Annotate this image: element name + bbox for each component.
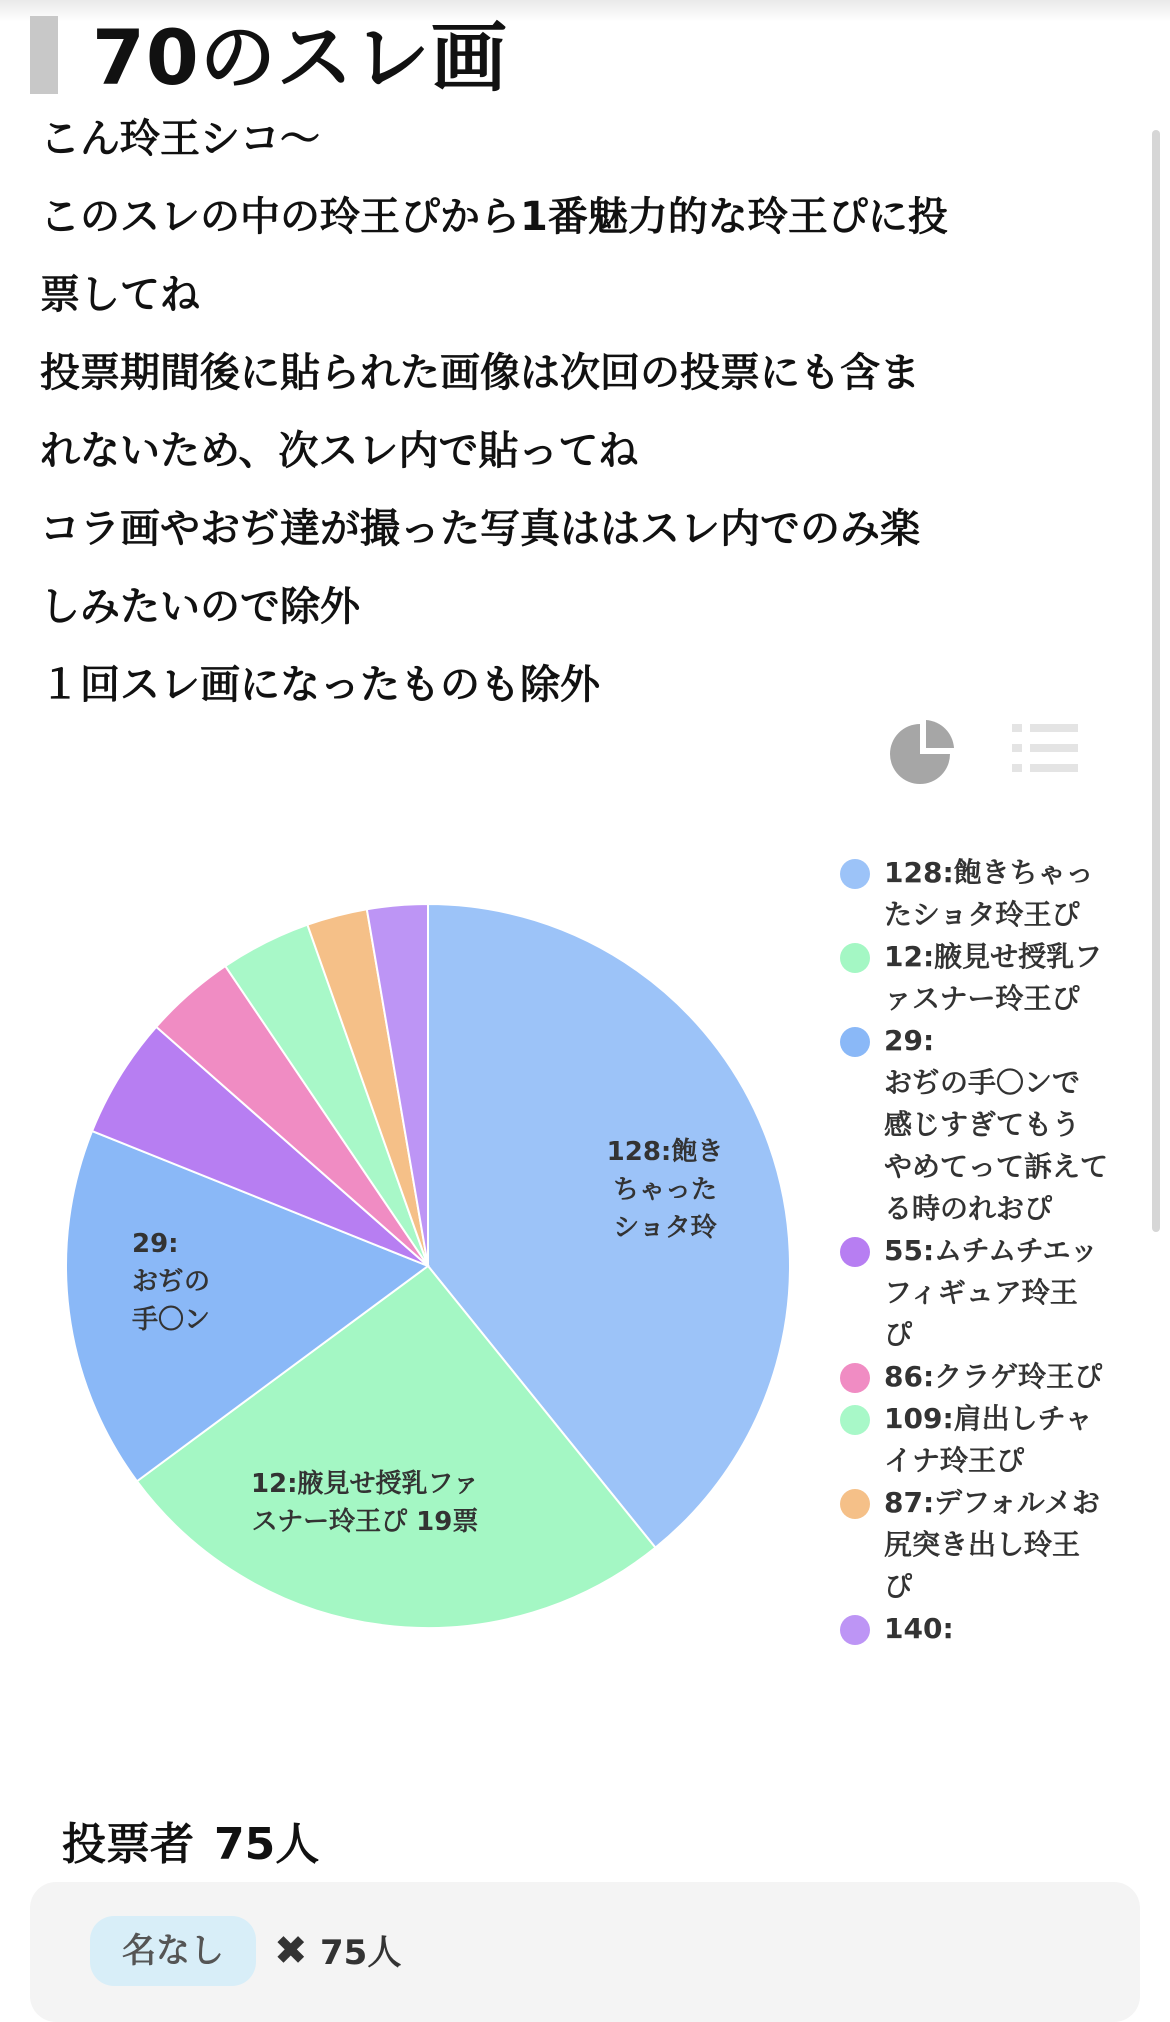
legend-swatch — [840, 1405, 870, 1435]
voter-name-tag[interactable]: 名なし — [90, 1916, 256, 1986]
voter-card — [30, 1882, 1140, 2022]
pie-view-button[interactable] — [888, 718, 958, 788]
chart-legend — [838, 852, 1138, 1650]
voters-heading — [62, 1815, 319, 1875]
legend-label-line: 55:ムチムチエッ — [884, 1234, 1098, 1267]
scrollbar[interactable] — [1152, 130, 1160, 1232]
legend-item[interactable] — [838, 936, 1138, 1020]
legend-label-line: イナ玲王ぴ — [884, 1444, 1025, 1477]
legend-label-line: 87:デフォルメお — [884, 1486, 1100, 1519]
legend-label-line: たショタ玲王ぴ — [884, 898, 1080, 931]
voters-heading-label: 投票者 — [62, 1819, 194, 1870]
list-view-button[interactable] — [1010, 718, 1080, 788]
description-line: コラ画やおぢ達が撮った写真ははスレ内でのみ楽 — [40, 506, 920, 552]
list-icon — [1010, 718, 1080, 788]
slice-label: 12:腋見せ授乳ファスナー玲王ぴ 19票 — [250, 1469, 480, 1537]
legend-swatch — [840, 1489, 870, 1519]
pie-chart-icon — [888, 718, 958, 788]
description-line: れないため、次スレ内で貼ってね — [40, 428, 639, 474]
slice-label: 29:おぢの手〇ン — [132, 1229, 211, 1335]
description-line: １回スレ画になったものも除外 — [40, 662, 600, 708]
legend-label-line: 29: — [884, 1024, 935, 1057]
legend-item[interactable] — [838, 1608, 1138, 1650]
description-line: しみたいので除外 — [40, 584, 360, 630]
legend-label-line: ァスナー玲王ぴ — [884, 982, 1080, 1015]
legend-swatch — [840, 1615, 870, 1645]
title-accent-bar — [30, 16, 58, 94]
legend-label-line: 86:クラゲ玲王ぴ — [884, 1360, 1103, 1393]
page-title: 70のスレ画 — [92, 13, 508, 102]
legend-swatch — [840, 1237, 870, 1267]
legend-label-line: フィギュア玲王 — [884, 1276, 1078, 1309]
description-line: こん玲王シコ〜 — [40, 116, 320, 162]
legend-swatch — [840, 1027, 870, 1057]
legend-item[interactable] — [838, 1230, 1138, 1356]
legend-label-line: 109:肩出しチャ — [884, 1402, 1093, 1435]
legend-label-line: 尻突き出し玲王 — [884, 1528, 1081, 1561]
legend-label-line: 感じすぎてもう — [884, 1108, 1081, 1141]
legend-item[interactable] — [838, 852, 1138, 936]
legend-label-line: ぴ — [884, 1570, 913, 1603]
description-line: 投票期間後に貼られた画像は次回の投票にも含ま — [40, 350, 920, 396]
voter-count: 75人 — [320, 1933, 402, 1973]
legend-label-line: やめてって訴えて — [884, 1150, 1109, 1183]
description-line: 票してね — [40, 272, 200, 318]
slice-label: 128:飽きちゃったショタ玲 — [606, 1137, 724, 1243]
legend-label-line: 12:腋見せ授乳フ — [884, 940, 1103, 973]
legend-item[interactable] — [838, 1020, 1138, 1230]
thread-description — [40, 100, 1140, 724]
legend-swatch — [840, 859, 870, 889]
legend-label-line: 140: — [884, 1612, 954, 1645]
legend-swatch — [840, 943, 870, 973]
legend-swatch — [840, 1363, 870, 1393]
times-icon: ✖ — [274, 1928, 308, 1974]
pie-chart — [0, 860, 830, 1650]
legend-item[interactable] — [838, 1356, 1138, 1398]
voters-heading-count: 75人 — [214, 1819, 320, 1870]
legend-item[interactable] — [838, 1482, 1138, 1608]
legend-label-line: 128:飽きちゃっ — [884, 856, 1094, 889]
legend-label-line: おぢの手〇ンで — [884, 1066, 1081, 1099]
legend-label-line: ぴ — [884, 1318, 913, 1351]
legend-label-line: る時のれおぴ — [884, 1192, 1053, 1225]
description-line: このスレの中の玲王ぴから1番魅力的な玲王ぴに投 — [40, 194, 948, 240]
legend-item[interactable] — [838, 1398, 1138, 1482]
